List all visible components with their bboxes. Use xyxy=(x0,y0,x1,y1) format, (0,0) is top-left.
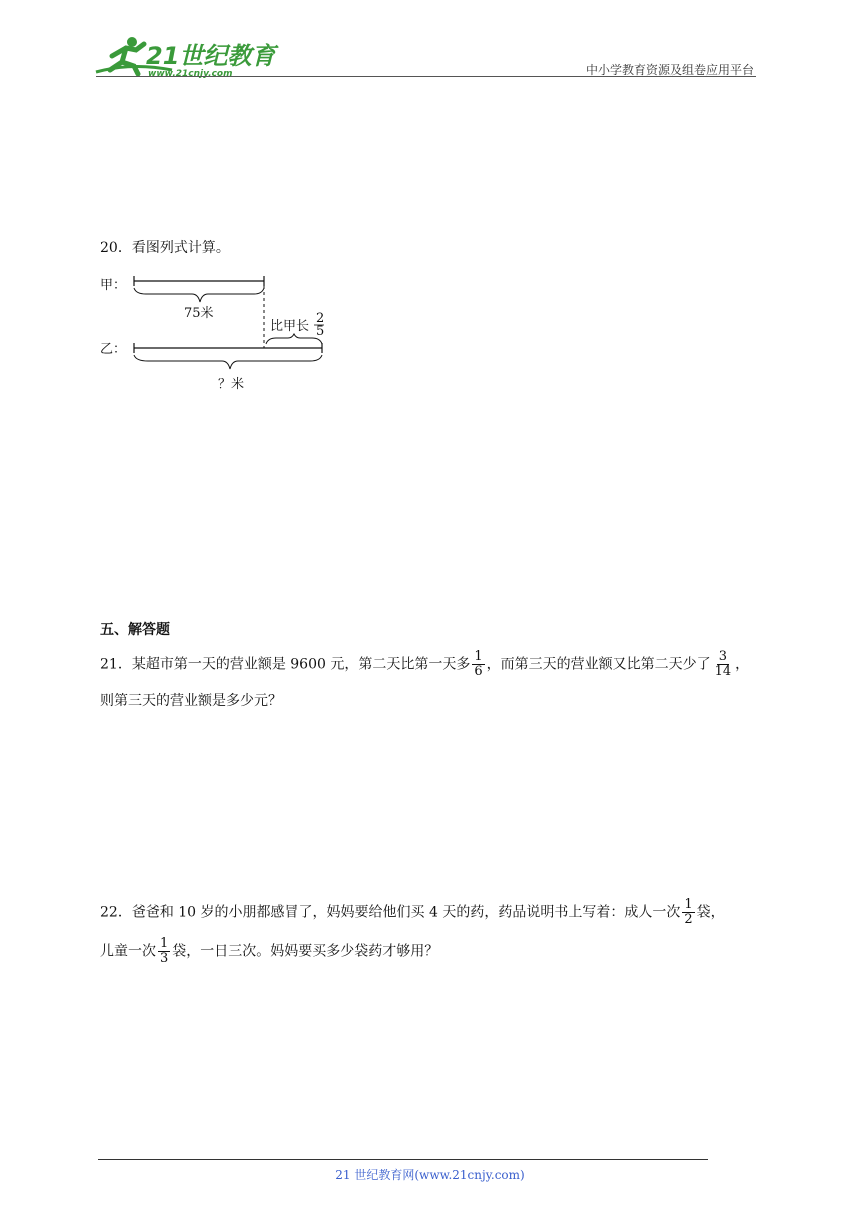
segment-diagram xyxy=(98,272,348,397)
q22-text-a: 22．爸爸和 10 岁的小朋都感冒了，妈妈要给他们买 4 天的药，药品说明书上写着：成人一次 xyxy=(100,904,681,921)
q22-fraction-2: $\frac{1}{3}$ xyxy=(160,936,169,966)
footer-link[interactable]: 21 世纪教育网(www.21cnjy.com) xyxy=(335,1168,525,1182)
header-slogan: 中小学教育资源及组卷应用平台 xyxy=(585,63,754,77)
header-rule xyxy=(96,76,756,77)
jia-length: 75米 xyxy=(184,306,214,321)
question-22-line1 xyxy=(100,898,725,927)
site-logo xyxy=(92,32,276,80)
q21-text-b: ，而第三天的营业额又比第二天少了 xyxy=(486,656,711,673)
runner-logo-icon xyxy=(92,32,276,80)
extra-frac-num: 2 xyxy=(316,311,325,326)
logo-text: 21世纪教育 xyxy=(146,42,276,70)
extra-text: 比甲长 xyxy=(270,319,310,334)
question-21-line2: 则第三天的营业额是多少元？ xyxy=(100,693,282,709)
q21-text-a: 21．某超市第一天的营业额是 9600 元，第二天比第一天多 xyxy=(100,656,471,673)
footer-rule xyxy=(98,1159,708,1160)
q21-fraction-2: $\frac{3}{14}$ xyxy=(714,649,732,679)
label-jia: 甲： xyxy=(100,278,127,293)
q22-text-d: 袋，一日三次。妈妈要买多少袋药才够用？ xyxy=(172,943,439,960)
q22-text-b: 袋， xyxy=(696,904,725,921)
brace-extra xyxy=(266,334,322,344)
brace-jia xyxy=(134,288,264,302)
section-title: 五、解答题 xyxy=(100,622,170,638)
q22-text-c: 儿童一次 xyxy=(100,943,156,960)
brace-yi xyxy=(134,355,322,369)
q21-fraction-1: $\frac{1}{6}$ xyxy=(474,649,483,679)
extra-frac-den: 5 xyxy=(316,324,325,339)
label-yi: 乙： xyxy=(100,342,127,357)
question-21-line1 xyxy=(100,650,749,679)
logo-url: www.21cnjy.com xyxy=(148,69,233,79)
yi-length: ？米 xyxy=(218,377,245,392)
question-22-line2 xyxy=(100,937,438,966)
q22-fraction-1: $\frac{1}{2}$ xyxy=(684,897,693,927)
question-20: 20．看图列式计算。 xyxy=(100,240,230,256)
q21-text-c: ， xyxy=(735,656,750,673)
